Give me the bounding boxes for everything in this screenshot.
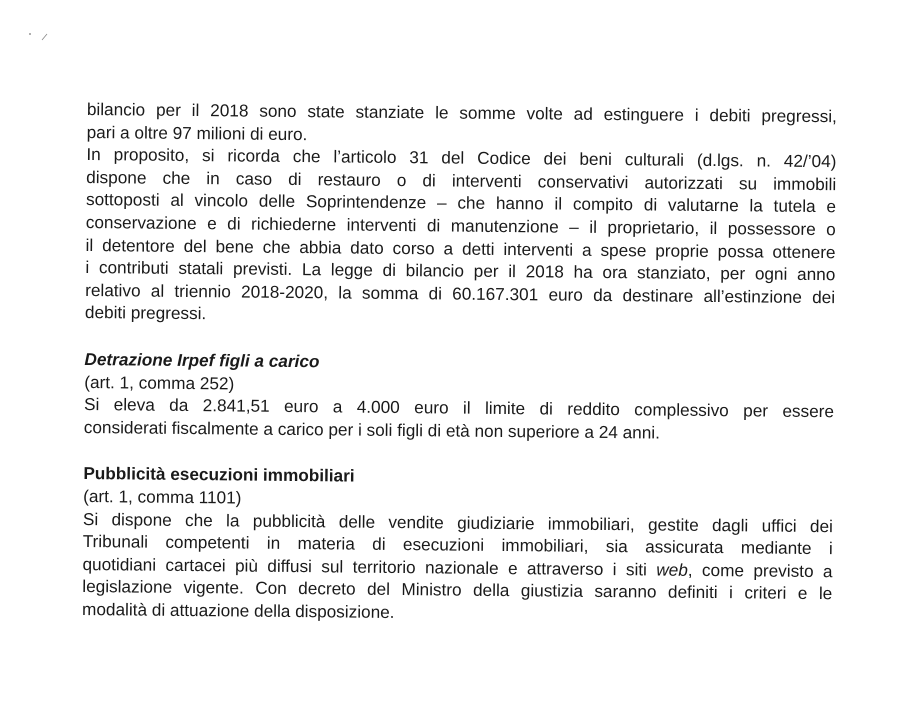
paragraph-line: i contributi statali previsti. La legge di bilancio per il 2018 ha ora stanziato, per ogni anno xyxy=(85,257,836,285)
document-body xyxy=(82,98,837,628)
scan-mark-artifact xyxy=(28,30,50,42)
section-reference: (art. 1, comma 252) xyxy=(84,371,235,393)
section-irpef xyxy=(84,348,835,446)
paragraph-line: debiti pregressi. xyxy=(84,302,207,324)
section-line: legislazione vigente. Con decreto del Ministro della giustizia saranno definiti i criteri e le xyxy=(82,576,833,604)
paragraph-line: bilancio per il 2018 sono state stanziate le somme volte ad estinguere i debiti pregressi, xyxy=(86,98,837,127)
section-line: Si eleva da 2.841,51 euro a 4.000 euro il limite di reddito complessivo per essere xyxy=(83,394,835,422)
section-reference: (art. 1, comma 1101) xyxy=(83,485,242,508)
paragraph-line: pari a oltre 97 milioni di euro. xyxy=(86,121,308,144)
section-title: Pubblicità esecuzioni immobiliari xyxy=(83,463,355,486)
section-line: Tribunali competenti in materia di esecuzioni immobiliari, sia assicurata mediante i xyxy=(82,531,833,559)
paragraph-restauro xyxy=(85,98,837,331)
text-fragment: , come previsto a xyxy=(687,559,833,581)
section-line: considerati fiscalmente a carico per i soli figli di età non superiore a 24 anni. xyxy=(83,416,661,443)
section-pubblicita xyxy=(82,462,833,627)
section-title: Detrazione Irpef figli a carico xyxy=(84,348,320,372)
paragraph-line: relativo al triennio 2018-2020, la somma di 60.167.301 euro da destinare all’estinzione dei xyxy=(85,279,836,307)
paragraph-line: conservazione e di richiederne interventi di manutenzione – il proprietario, il possessore o xyxy=(85,211,836,240)
text-fragment: quotidiani cartacei più diffusi sul territorio nazionale e attraverso i siti xyxy=(82,553,657,580)
paragraph-line: sottoposti al vincolo delle Soprintendenze – che hanno il compito di valutarne la tutela e xyxy=(85,189,837,217)
paragraph-line: In proposito, si ricorda che l’articolo 31 del Codice dei beni culturali (d.lgs. n. 42/’04) xyxy=(86,144,837,172)
paragraph-line: il detentore del bene che abbia dato corso a detti interventi a spese proprie possa ottenere xyxy=(85,234,836,262)
section-line: Si dispone che la pubblicità delle vendite giudiziarie immobiliari, gestite dagli uffici dei xyxy=(82,508,834,536)
paragraph-line: dispone che in caso di restauro o di interventi conservativi autorizzati su immobili xyxy=(86,166,837,194)
emphasis-web: web xyxy=(656,559,688,580)
section-line: modalità di attuazione della disposizione. xyxy=(82,598,395,622)
